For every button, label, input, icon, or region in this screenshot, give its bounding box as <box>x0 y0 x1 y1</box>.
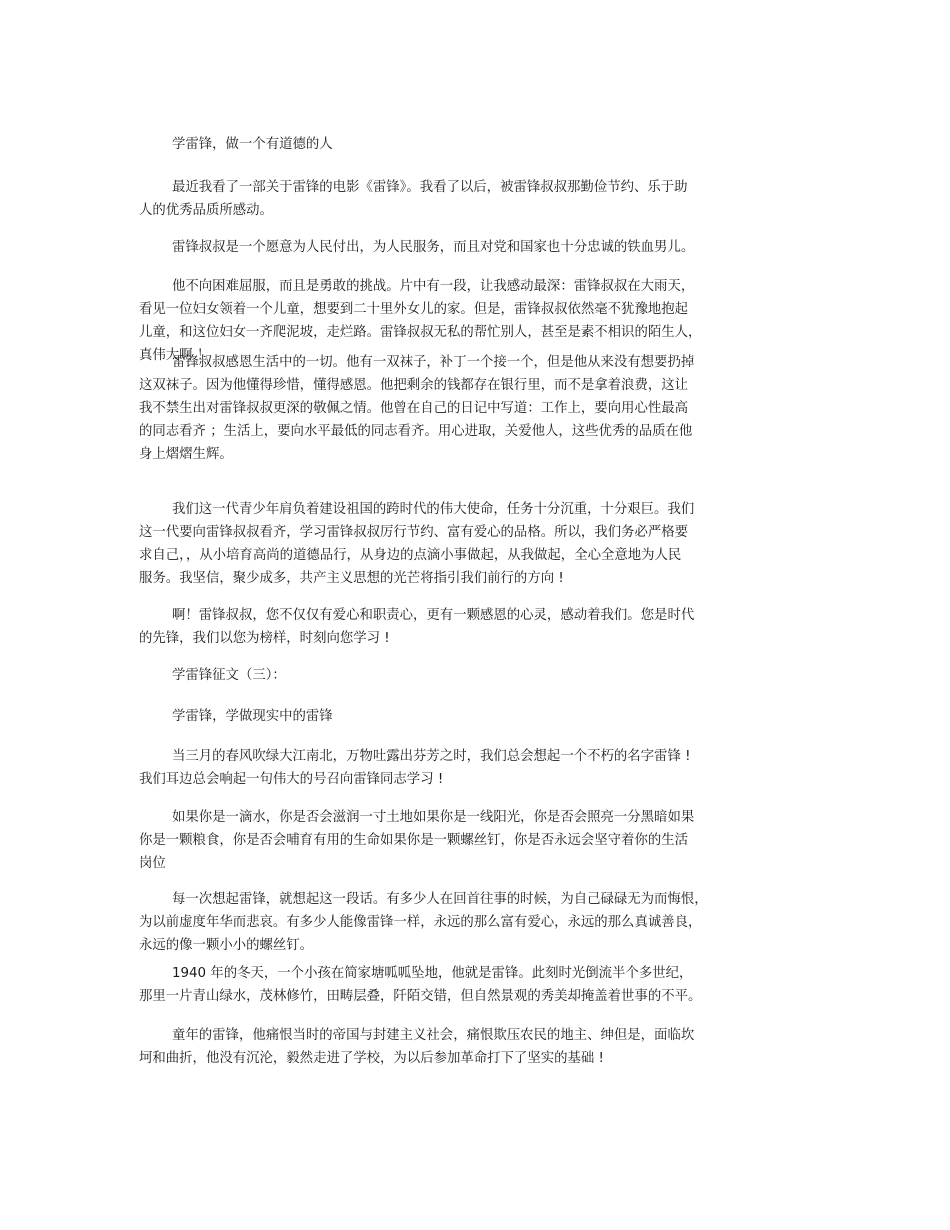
paragraph <box>139 176 745 222</box>
text-line: 这双袜子。因为他懂得珍惜，懂得感恩。他把剩余的钱都存在银行里，而不是拿着浪费，这让 <box>139 378 689 393</box>
paragraph <box>139 745 745 791</box>
paragraph <box>139 498 745 590</box>
text-line: 当三月的春风吹绿大江南北，万物吐露出芬芳之时，我们总会想起一个不朽的名字雷锋 ! <box>172 749 691 764</box>
paragraph <box>139 664 745 687</box>
text-line: 学雷锋征文（三）： <box>172 668 286 683</box>
text-line: 雷锋叔叔是一个愿意为人民付出，为人民服务，而且对党和国家也十分忠诚的铁血男儿。 <box>172 240 695 255</box>
text-line: 1940 年的冬天，一个小孩在简家塘呱呱坠地，他就是雷锋。此刻时光倒流半个多世纪， <box>172 966 693 981</box>
paragraph <box>139 351 745 466</box>
text-line: 为以前虚度年华而悲哀。有多少人能像雷锋一样，永远的那么富有爱心，永远的那么真诚善良， <box>139 915 702 930</box>
text-line: 我们这一代青少年肩负着建设祖国的跨时代的伟大使命，任务十分沉重，十分艰巨。我们 <box>172 502 695 517</box>
text-line: 童年的雷锋，他痛恨当时的帝国与封建主义社会，痛恨欺压农民的地主、绅但是，面临坎 <box>172 1028 695 1043</box>
text-line: 坷和曲折，他没有沉沦，毅然走进了学校，为以后参加革命打下了坚实的基础 ! <box>139 1051 604 1066</box>
text-line: 如果你是一滴水，你是否会滋润一寸土地如果你是一线阳光，你是否会照亮一分黑暗如果 <box>172 810 695 825</box>
text-line: 雷锋叔叔感恩生活中的一切。他有一双袜子，补丁一个接一个，但是他从来没有想要扔掉 <box>172 355 695 370</box>
text-line: 人的优秀品质所感动。 <box>139 203 273 218</box>
text-line: 每一次想起雷锋，就想起这一段话。有多少人在回首往事的时候，为自己碌碌无为而悔恨， <box>172 892 708 907</box>
paragraph <box>139 1024 745 1070</box>
text-line: 啊！雷锋叔叔，您不仅仅有爱心和职责心，更有一颗感恩的心灵，感动着我们。您是时代 <box>172 608 695 623</box>
text-line: 的同志看齐 ；生活上，要向水平最低的同志看齐。用心进取，关爱他人，这些优秀的品质在他 <box>139 424 693 439</box>
paragraph <box>139 888 745 957</box>
text-line: 我不禁生出对雷锋叔叔更深的敬佩之情。他曾在自己的日记中写道：工作上，要向用心性最高 <box>139 401 689 416</box>
text-line: 我们耳边总会响起一句伟大的号召向雷锋同志学习 ! <box>139 772 444 787</box>
text-line: 这一代要向雷锋叔叔看齐，学习雷锋叔叔厉行节约、富有爱心的品格。所以，我们务必严格要 <box>139 525 689 540</box>
paragraph <box>139 962 745 1008</box>
text-line: 学雷锋，做一个有道德的人 <box>172 137 333 152</box>
text-line: 服务。我坚信，聚少成多，共产主义思想的光芒将指引我们前行的方向 ! <box>139 571 564 586</box>
paragraph <box>139 236 745 259</box>
text-line: 永远的像一颗小小的螺丝钉。 <box>139 938 314 953</box>
text-line: 真伟大啊 ！ <box>139 348 211 363</box>
text-line: 求自己，，从小培育高尚的道德品行，从身边的点滴小事做起，从我做起，全心全意地为人民 <box>139 548 682 563</box>
text-line: 他不向困难屈服，而且是勇敢的挑战。片中有一段，让我感动最深：雷锋叔叔在大雨天， <box>172 279 695 294</box>
text-line: 的先锋，我们以您为榜样，时刻向您学习 ! <box>139 631 390 646</box>
text-line: 儿童，和这位妇女一齐爬泥坡，走烂路。雷锋叔叔无私的帮忙别人，甚至是素不相识的陌生人， <box>139 325 702 340</box>
text-line: 你是一颗粮食，你是否会哺育有用的生命如果你是一颗螺丝钉，你是否永远会坚守着你的生活 <box>139 833 689 848</box>
text-line: 学雷锋，学做现实中的雷锋 <box>172 709 333 724</box>
paragraph <box>139 705 745 728</box>
text-line: 最近我看了一部关于雷锋的电影《雷锋》。我看了以后，被雷锋叔叔那勤俭节约、乐于助 <box>172 180 688 195</box>
text-line: 那里一片青山绿水，茂林修竹，田畴层叠，阡陌交错，但自然景观的秀美却掩盖着世事的不平。 <box>139 989 702 1004</box>
text-line: 岗位 <box>139 856 166 871</box>
paragraph <box>139 806 745 875</box>
paragraph <box>139 133 745 156</box>
text-line: 身上熠熠生辉。 <box>139 447 233 462</box>
text-line: 看见一位妇女领着一个儿童，想要到二十里外女儿的家。但是，雷锋叔叔依然毫不犹豫地抱起 <box>139 302 689 317</box>
paragraph <box>139 604 745 650</box>
